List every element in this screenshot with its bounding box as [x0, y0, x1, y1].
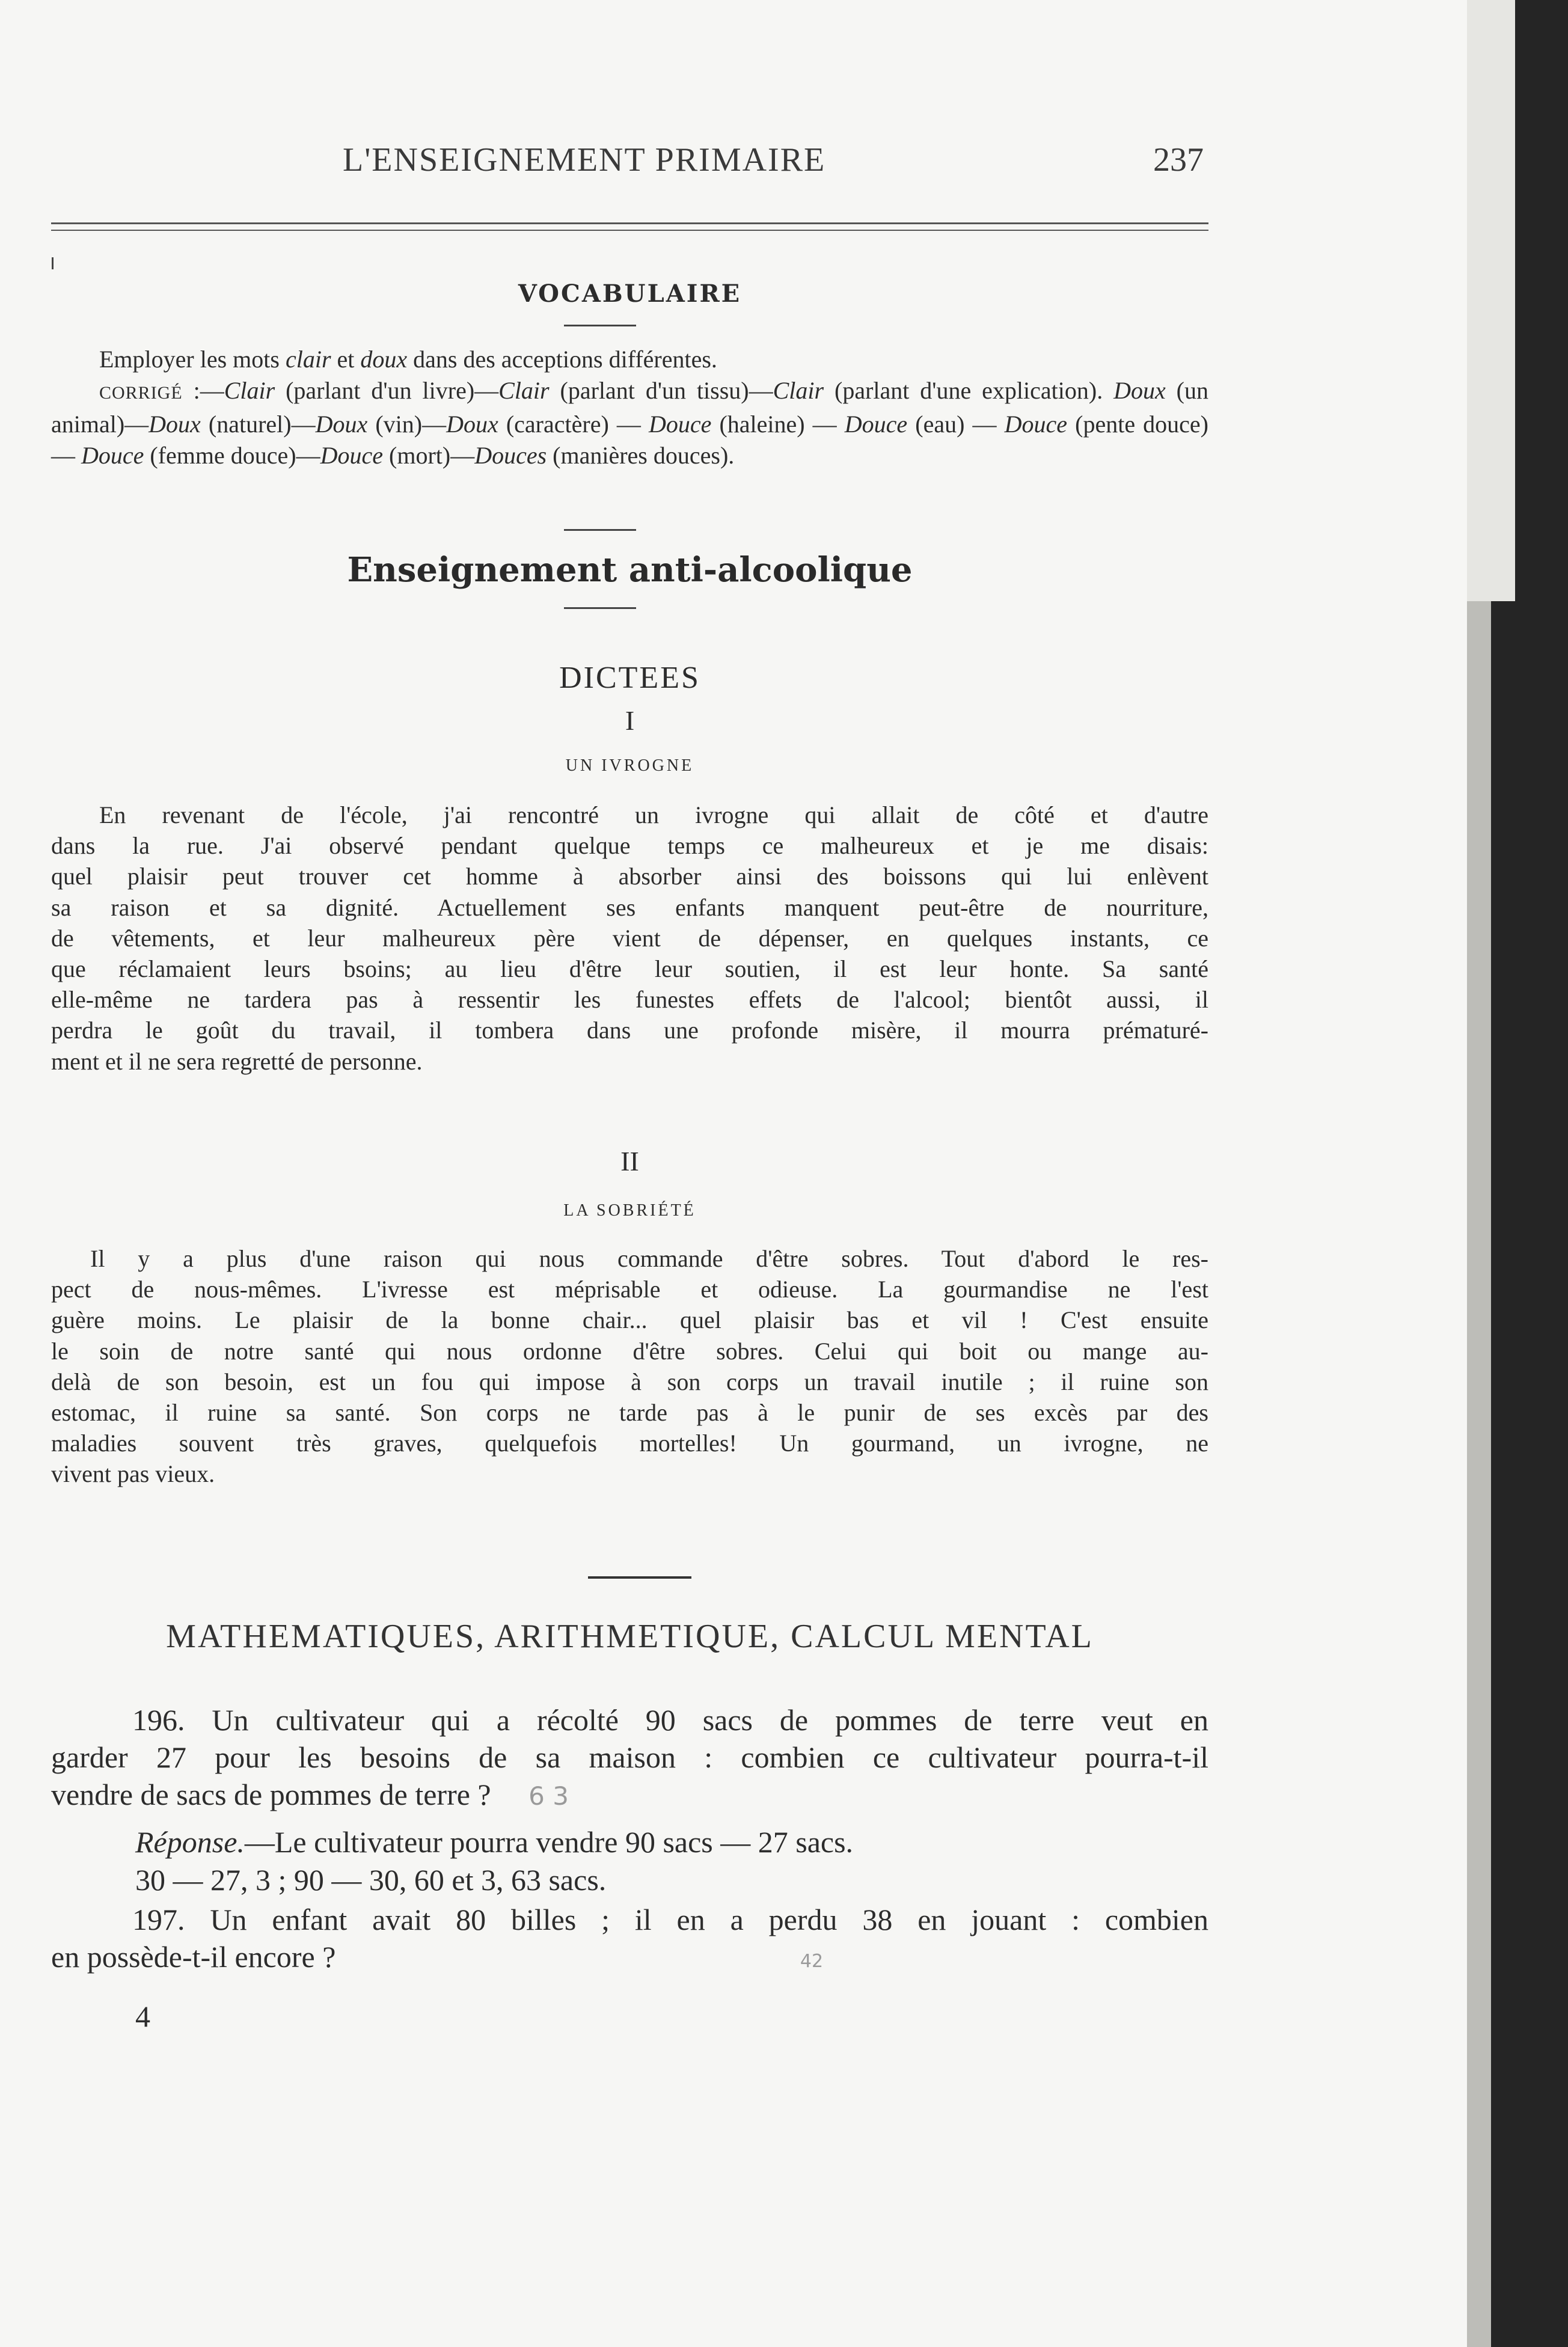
text-line: estomac, il ruine sa santé. Son corps ne tarde pas à le punir de ses excès par des	[51, 1399, 1208, 1427]
dictee-text-2	[51, 1243, 1208, 1490]
text-line: sa raison et sa dignité. Actuellement ses enfants manquent peut-être de nourriture,	[51, 893, 1208, 921]
text-line: quel plaisir peut trouver cet homme à absorber ainsi des boissons qui lui enlèvent	[51, 863, 1208, 890]
section-title-math: MATHEMATIQUES, ARITHMETIQUE, CALCUL MENTAL	[166, 1618, 1094, 1655]
text-line: ment et il ne sera regretté de personne.	[51, 1047, 423, 1075]
pencil-annotation: 42	[800, 1951, 824, 1972]
section-rule	[564, 325, 636, 326]
header-rule-thin	[51, 230, 1208, 231]
stray-mark	[52, 257, 54, 269]
dictee-subtitle-2: LA SOBRIÉTÉ	[563, 1201, 696, 1220]
calcul-196: 30 — 27, 3 ; 90 — 30, 60 et 3, 63 sacs.	[135, 1863, 607, 1897]
text-line: vendre de sacs de pommes de terre ? 6 3	[51, 1778, 569, 1811]
text-line: 196. Un cultivateur qui a récolté 90 sacs de pommes de terre veut en	[132, 1703, 1208, 1737]
reponse-196: Réponse.—Le cultivateur pourra vendre 90 sacs — 27 sacs.	[135, 1825, 854, 1859]
text-line: 197. Un enfant avait 80 billes ; il en a perdu 38 en jouant : combien	[132, 1903, 1208, 1936]
text-line: de vêtements, et leur malheureux père vient de dépenser, en quelques instants, ce	[51, 924, 1208, 952]
text-line: vivent pas vieux.	[51, 1460, 215, 1488]
page-number: 237	[1153, 141, 1204, 179]
section-title-vocabulaire: VOCABULAIRE	[518, 280, 742, 308]
dictee-subtitle-1: UN IVROGNE	[565, 756, 694, 775]
header-rule	[51, 222, 1208, 224]
section-rule	[564, 607, 636, 609]
folio-mark: 4	[135, 2000, 150, 2033]
text-line: que réclamaient leurs bsoins; au lieu d'être leur soutien, il est leur honte. Sa santé	[51, 955, 1208, 983]
text-line: garder 27 pour les besoins de sa maison : combien ce cultivateur pourra-t-il	[51, 1740, 1208, 1774]
back-page-edge	[1467, 0, 1515, 601]
text-line: le soin de notre santé qui nous ordonne d'être sobres. Celui qui boit ou mange au-	[51, 1337, 1208, 1365]
text-line: Il y a plus d'une raison qui nous commande d'être sobres. Tout d'abord le res-	[90, 1245, 1208, 1272]
back-page-shadow	[1467, 601, 1491, 2347]
subsection-title-dictees: DICTEES	[559, 661, 700, 695]
text-line: delà de son besoin, est un fou qui impose à son corps un travail inutile ; il ruine son	[51, 1368, 1208, 1395]
text-line: perdra le goût du travail, il tombera dans une profonde misère, il mourra prématuré-	[51, 1017, 1208, 1044]
text-line: guère moins. Le plaisir de la bonne chair... quel plaisir bas et vil ! C'est ensuite	[51, 1306, 1208, 1334]
dictee-numeral-2: II	[620, 1146, 639, 1177]
text-line: dans la rue. J'ai observé pendant quelque temps ce malheureux et je me disais:	[51, 832, 1208, 860]
text-line: maladies souvent très graves, quelquefois mortelles! Un gourmand, un ivrogne, ne	[51, 1430, 1208, 1457]
text-line: pect de nous-mêmes. L'ivresse est méprisable et odieuse. La gourmandise ne l'est	[51, 1276, 1208, 1303]
section-rule	[588, 1576, 691, 1579]
vocabulaire-instruction: Employer les mots clair et doux dans des acceptions différentes.	[99, 346, 717, 373]
vocabulaire-corrige: CORRIGÉ :—Clair (parlant d'un livre)—Clair (parlant d'un tissu)—Clair (parlant d'une explication). Doux (un animal)—Doux (naturel)—Doux (vin)—Doux (caractère) — Douce (haleine) — Douce (eau) — Douce (pente douce) — Douce (femme douce)—Douce (mort)—Douces (manières douces).	[51, 377, 1208, 469]
text-line: en possède-t-il encore ? 42	[51, 1940, 824, 1974]
pencil-annotation: 6 3	[528, 1781, 569, 1811]
problem-197	[51, 1901, 1208, 1980]
dictee-text-1	[51, 800, 1208, 1077]
section-rule	[564, 529, 636, 531]
section-title-anti-alcool: Enseignement anti-alcoolique	[347, 550, 913, 590]
text-line: En revenant de l'école, j'ai rencontré un ivrogne qui allait de côté et d'autre	[99, 801, 1208, 828]
running-head: L'ENSEIGNEMENT PRIMAIRE	[343, 141, 826, 179]
problem-196	[51, 1701, 1208, 1815]
dictee-numeral-1: I	[625, 705, 635, 736]
text-line: elle-même ne tardera pas à ressentir les funestes effets de l'alcool; bientôt aussi, il	[51, 986, 1208, 1014]
